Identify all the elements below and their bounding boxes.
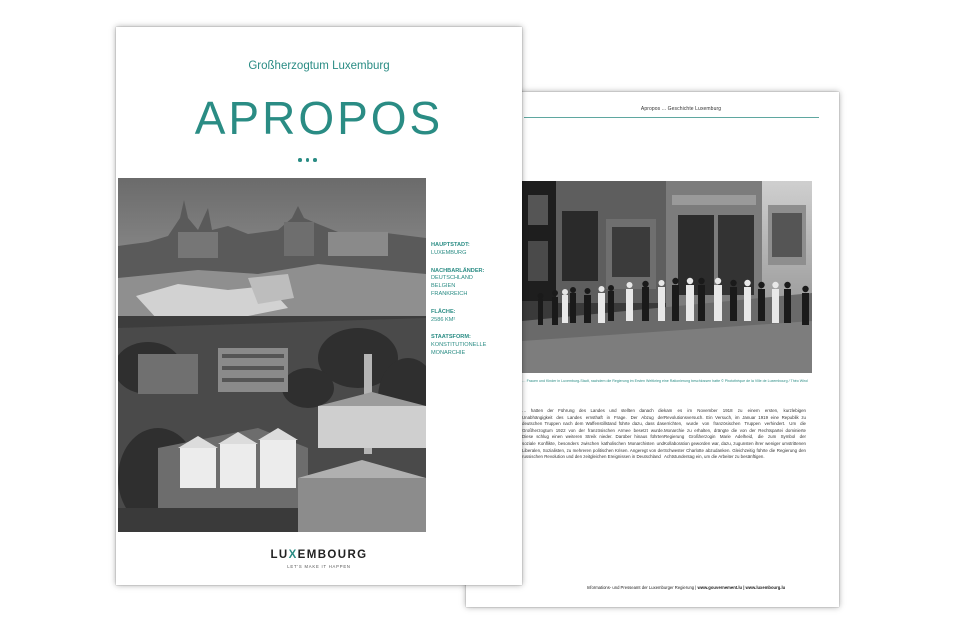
brand-wordmark: [116, 549, 522, 561]
fact-label: FLÄCHE:: [431, 308, 456, 315]
fact-value: LUXEMBURG: [431, 249, 467, 256]
brand-tagline: LET'S MAKE IT HAPPEN: [287, 564, 351, 569]
fact-capital: [431, 242, 519, 258]
front-cover: [116, 27, 522, 585]
fact-label: NACHBARLÄNDER:: [431, 267, 485, 274]
brand-x-mark: X: [288, 549, 298, 561]
footer-links[interactable]: www.gouvernement.lu | www.luxembourg.lu: [697, 585, 786, 590]
article-column-left: … hatten der Führung des Landes und stellten danach die Unabhängigkeit des Landes ernsthaft in Frage. Der Abzug der deutschen Truppen nach dem Waffenstillstand führte dazu, dass das Großherzogtum 1922 von der französischen Armee besetzt wurde. Diese schlug einen weiteren Streik nieder. Darüber hinaus führten soziale Konflikte, besonders zwischen katholischen Monarchisten und Liberalen, Sozialisten, zu mehreren politischen Krisen. Angeregt von der russischen Revolution und den zeitgleichen Ereignissen in Deutschland: [522, 408, 664, 460]
country-facts: [431, 242, 519, 368]
header-rule: [524, 117, 819, 118]
fact-value: 2586 KM²: [431, 316, 456, 323]
back-page-header: Apropos ... Geschichte Luxemburg: [640, 106, 722, 112]
fact-label: STAATSFORM:: [431, 334, 471, 341]
city-panorama-photo: [118, 178, 426, 532]
fact-neighbours: [431, 268, 519, 299]
fact-value: BELGIEN: [431, 283, 456, 290]
photo-caption: … Frauen und Kinder in Luxemburg-Stadt, nachdem die Regierung im Ersten Weltkrieg eine Rationierung beschlossen hatte © Photothèque de la Ville de Luxembourg / Théo Wirol: [522, 379, 808, 383]
back-page-footer: [556, 585, 816, 590]
ellipsis-dots: [298, 158, 317, 162]
fact-value: KONSTITUTIONELLE: [431, 342, 487, 349]
fact-government: [431, 334, 519, 357]
luxembourg-brand-logo: [116, 549, 522, 569]
cover-title: APROPOS: [194, 92, 444, 144]
brand-prefix: LU: [270, 549, 289, 561]
footer-publisher: Informations- und Presseamt der Luxemburger Regierung |: [586, 585, 698, 590]
fact-value: MONARCHIE: [431, 349, 466, 356]
cover-subtitle: Großherzogtum Luxemburg: [248, 60, 390, 72]
historic-street-photo: [522, 181, 812, 373]
article-column-right: kam es im November 1918 zu einem ersten, kurzlebigen Revolutionsversuch. Ein Versuch, im Januar 1919 eine Republik zu errichten, wurde von französischen Truppen verhindert. Um die Monarchie zu erhalten, drängte die von der Rechtspartei dominierte Regierung Großherzogin Marie Adelheid, die zum Symbol der Kollaboration geworden war, dazu, zugunsten ihrer weniger umstrittenen Schwester Charlotte abzudanken. Gleichzeitig führte die Regierung den Achtstundentag ein, um die Arbeiter zu besänftigen.: [664, 408, 806, 460]
fact-value: DEUTSCHLAND: [431, 275, 473, 282]
fact-label: HAUPTSTADT:: [431, 242, 470, 248]
fact-area: [431, 309, 519, 325]
brand-suffix: EMBOURG: [297, 549, 368, 561]
fact-value: FRANKREICH: [431, 290, 468, 297]
